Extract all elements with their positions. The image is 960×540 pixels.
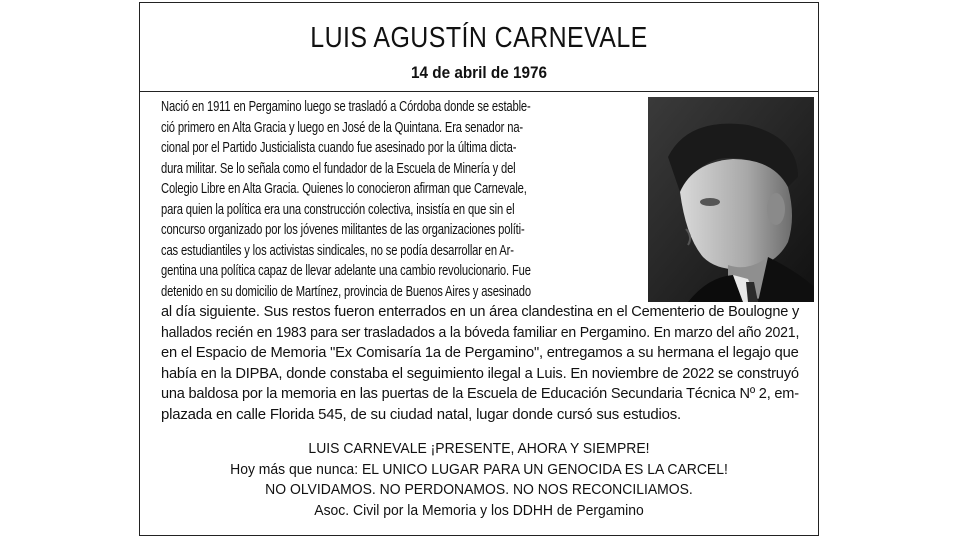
biography-line: Nació en 1911 en Pergamino luego se trasladó a Córdoba donde se estable- (161, 98, 531, 115)
person-name: LUIS AGUSTÍN CARNEVALE (310, 22, 648, 54)
biography-line: había en la DIPBA, donde constaba el seguimiento ilegal a Luis. En noviembre de 2022 se construyó (161, 364, 799, 382)
biography-line: plazada en calle Florida 545, de su ciudad natal, lugar donde cursó sus estudios. (161, 405, 682, 423)
closing-line-no-olvidamos: NO OLVIDAMOS. NO PERDONAMOS. NO NOS RECONCILIAMOS. (265, 481, 693, 499)
closing-signature: Asoc. Civil por la Memoria y los DDHH de Pergamino (314, 501, 644, 519)
biography-text (161, 97, 801, 425)
closing-line-presente: LUIS CARNEVALE ¡PRESENTE, AHORA Y SIEMPRE! (308, 440, 650, 457)
biography-line: dura militar. Se lo señala como el fundador de la Escuela de Minería y del (161, 159, 516, 177)
biography-line: una baldosa por la memoria en las puertas de la Escuela de Educación Secundaria Técnica Nº 2, em- (161, 385, 799, 402)
biography-line: Colegio Libre en Alta Gracia. Quienes lo conocieron afirman que Carnevale, (161, 180, 527, 197)
biography-line: en el Espacio de Memoria "Ex Comisaría 1a de Pergamino", entregamos a su hermana el legajo que (161, 344, 799, 361)
date-of-death: 14 de abril de 1976 (410, 63, 548, 82)
biography-line: concurso organizado por los jóvenes militantes de las organizaciones políti- (161, 221, 525, 238)
biography-line: ció primero en Alta Gracia y luego en José de la Quintana. Era senador na- (161, 118, 523, 136)
biography-line: detenido en su domicilio de Martínez, provincia de Buenos Aires y asesinado (161, 282, 531, 300)
closing-line-genocida: Hoy más que nunca: EL UNICO LUGAR PARA UN GENOCIDA ES LA CARCEL! (230, 460, 728, 478)
biography-line: al día siguiente. Sus restos fueron enterrados en un área clandestina en el Cementerio de Boulogne y (161, 303, 800, 320)
notice-header (140, 3, 818, 92)
biography-line: cional por el Partido Justicialista cuando fue asesinado por la última dicta- (161, 139, 517, 156)
biography-line: hallados recién en 1983 para ser trasladados a la bóveda familiar en Pergamino. En marzo del año 2021, (161, 323, 800, 341)
closing-statement (140, 439, 818, 521)
biography-line: para quien la política era una construcción colectiva, insistía en que sin el (161, 200, 515, 218)
biography-line: cas estudiantiles y los activistas sindicales, no se podía desarrollar en Ar- (161, 241, 514, 259)
memorial-notice (139, 2, 819, 536)
biography-line: gentina una política capaz de llevar adelante una cambio revolucionario. Fue (161, 262, 531, 279)
